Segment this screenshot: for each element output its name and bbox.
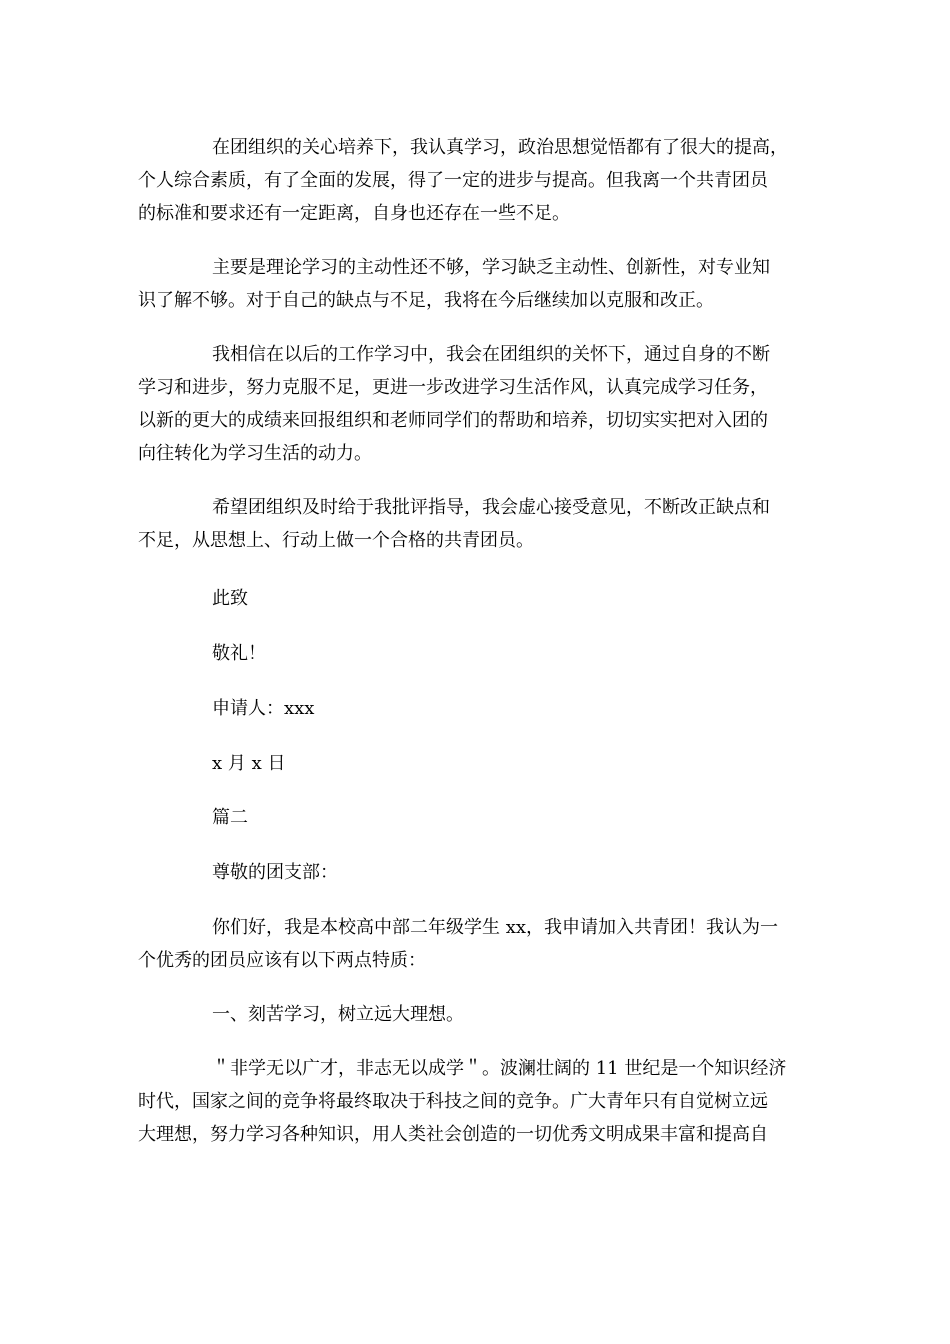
text-line: 的标准和要求还有一定距离，自身也还存在一些不足。 — [138, 203, 570, 224]
text-line: 个优秀的团员应该有以下两点特质： — [138, 950, 426, 971]
text-line: 识了解不够。对于自己的缺点与不足，我将在今后继续加以克服和改正。 — [138, 290, 714, 311]
text-line: 不足，从思想上、行动上做一个合格的共青团员。 — [138, 530, 534, 551]
text-line: 向往转化为学习生活的动力。 — [138, 443, 372, 464]
text-line: 在团组织的关心培养下，我认真学习，政治思想觉悟都有了很大的提高， — [212, 137, 788, 158]
text-line: 以新的更大的成绩来回报组织和老师同学们的帮助和培养，切切实实把对入团的 — [138, 410, 768, 431]
text-line: 我相信在以后的工作学习中，我会在团组织的关怀下，通过自身的不断 — [212, 344, 770, 365]
text-line: 主要是理论学习的主动性还不够，学习缺乏主动性、创新性，对专业知 — [212, 257, 770, 278]
section-title: 篇二 — [212, 807, 248, 828]
text-line: 希望团组织及时给于我批评指导，我会虚心接受意见，不断改正缺点和 — [212, 497, 770, 518]
point-one-heading: 一、刻苦学习，树立远大理想。 — [212, 1004, 464, 1025]
salute-line: 敬礼！ — [212, 643, 266, 664]
text-line: 学习和进步，努力克服不足，更进一步改进学习生活作风，认真完成学习任务， — [138, 377, 768, 398]
greeting-line: 尊敬的团支部： — [212, 862, 338, 883]
text-line: 时代，国家之间的竞争将最终取决于科技之间的竞争。广大青年只有自觉树立远 — [138, 1091, 768, 1112]
date-line: x 月 x 日 — [212, 753, 286, 774]
paragraph-quote — [138, 1052, 828, 1151]
paragraph-shortcomings — [138, 251, 828, 317]
text-line: 你们好，我是本校高中部二年级学生 xx，我申请加入共青团！我认为一 — [212, 917, 779, 938]
text-line: ＂非学无以广才，非志无以成学＂。波澜壮阔的 11 世纪是一个知识经济 — [212, 1058, 787, 1079]
paragraph-commitment — [138, 338, 828, 470]
paragraph-intro — [138, 911, 828, 977]
closing-line: 此致 — [212, 588, 248, 609]
text-line: 大理想，努力学习各种知识，用人类社会创造的一切优秀文明成果丰富和提高自 — [138, 1124, 768, 1145]
paragraph-growth — [138, 131, 828, 230]
applicant-line: 申请人：xxx — [212, 698, 315, 719]
paragraph-hope — [138, 491, 828, 557]
text-line: 个人综合素质，有了全面的发展，得了一定的进步与提高。但我离一个共青团员 — [138, 170, 768, 191]
